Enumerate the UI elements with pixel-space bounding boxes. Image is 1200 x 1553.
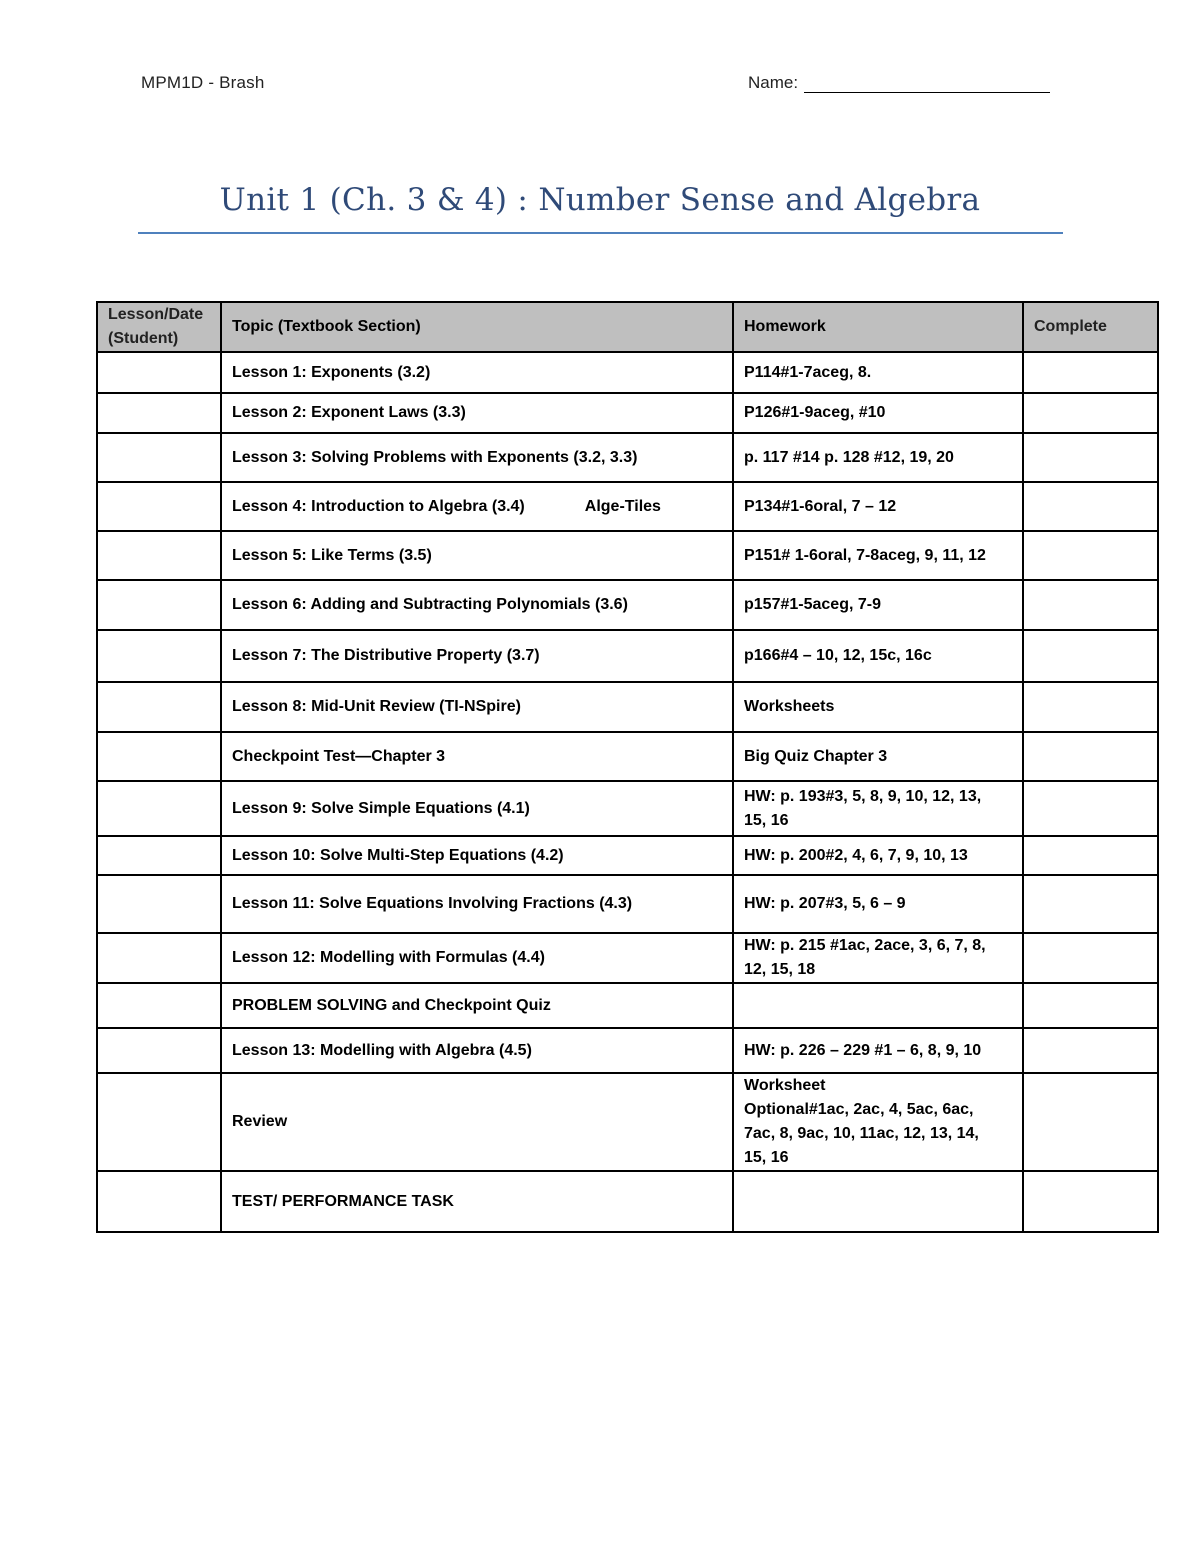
table-row bbox=[97, 1028, 1158, 1073]
homework-cell bbox=[733, 482, 1023, 531]
lesson-date-cell[interactable] bbox=[97, 732, 221, 781]
topic-text: Lesson 12: Modelling with Formulas (4.4) bbox=[232, 949, 545, 966]
table-row bbox=[97, 983, 1158, 1028]
homework-cell bbox=[733, 983, 1023, 1028]
homework-text: HW: p. 200#2, 4, 6, 7, 9, 10, 13 bbox=[744, 846, 968, 864]
complete-cell[interactable] bbox=[1023, 1171, 1158, 1232]
homework-text: HW: p. 207#3, 5, 6 – 9 bbox=[744, 895, 906, 912]
homework-text: Worksheet bbox=[744, 1077, 826, 1094]
table-row bbox=[97, 875, 1158, 933]
lesson-date-cell[interactable] bbox=[97, 1028, 221, 1073]
lesson-date-cell[interactable] bbox=[97, 682, 221, 732]
complete-cell[interactable] bbox=[1023, 433, 1158, 482]
complete-cell[interactable] bbox=[1023, 1073, 1158, 1171]
homework-cell bbox=[733, 352, 1023, 393]
complete-cell[interactable] bbox=[1023, 1028, 1158, 1073]
complete-cell[interactable] bbox=[1023, 531, 1158, 580]
homework-cell bbox=[733, 875, 1023, 933]
topic-cell bbox=[221, 781, 733, 836]
homework-text: Optional#1ac, 2ac, 4, 5ac, 6ac, bbox=[744, 1101, 974, 1118]
homework-cell bbox=[733, 682, 1023, 732]
table-row bbox=[97, 732, 1158, 781]
complete-cell[interactable] bbox=[1023, 580, 1158, 630]
homework-text: Big Quiz Chapter 3 bbox=[744, 747, 888, 765]
topic-text: Lesson 8: Mid-Unit Review (TI-NSpire) bbox=[232, 698, 521, 715]
topic-cell bbox=[221, 580, 733, 630]
name-label: Name: bbox=[748, 73, 799, 92]
complete-cell[interactable] bbox=[1023, 352, 1158, 393]
homework-cell bbox=[733, 781, 1023, 836]
topic-cell bbox=[221, 875, 733, 933]
topic-cell bbox=[221, 1028, 733, 1073]
page-title: Unit 1 (Ch. 3 & 4) : Number Sense and Algebra bbox=[219, 182, 981, 218]
table-row bbox=[97, 1073, 1158, 1171]
header-topic: Topic (Textbook Section) bbox=[221, 302, 733, 352]
complete-cell[interactable] bbox=[1023, 630, 1158, 682]
table-row bbox=[97, 482, 1158, 531]
topic-text: Lesson 4: Introduction to Algebra (3.4) bbox=[232, 497, 525, 515]
complete-cell[interactable] bbox=[1023, 983, 1158, 1028]
lesson-date-cell[interactable] bbox=[97, 630, 221, 682]
topic-text: Lesson 3: Solving Problems with Exponents (3.2, 3.3) bbox=[232, 448, 638, 466]
homework-text: HW: p. 193#3, 5, 8, 9, 10, 12, 13, bbox=[744, 787, 982, 805]
homework-cell bbox=[733, 1028, 1023, 1073]
homework-text: p157#1-5aceg, 7-9 bbox=[744, 596, 881, 613]
complete-cell[interactable] bbox=[1023, 781, 1158, 836]
complete-cell[interactable] bbox=[1023, 933, 1158, 983]
topic-text: Review bbox=[232, 1113, 288, 1130]
homework-text: P134#1-6oral, 7 – 12 bbox=[744, 497, 897, 515]
header-homework: Homework bbox=[733, 302, 1023, 352]
table-row bbox=[97, 933, 1158, 983]
table-row bbox=[97, 682, 1158, 732]
lesson-date-cell[interactable] bbox=[97, 781, 221, 836]
lesson-date-cell[interactable] bbox=[97, 531, 221, 580]
homework-cell bbox=[733, 836, 1023, 875]
homework-text: 15, 16 bbox=[744, 1149, 789, 1166]
topic-text: Lesson 5: Like Terms (3.5) bbox=[232, 546, 432, 564]
homework-cell bbox=[733, 393, 1023, 433]
lesson-date-cell[interactable] bbox=[97, 933, 221, 983]
homework-text: P114#1-7aceg, 8. bbox=[744, 363, 872, 381]
topic-text: TEST/ PERFORMANCE TASK bbox=[232, 1192, 454, 1210]
title-underline bbox=[138, 232, 1063, 234]
lesson-date-cell[interactable] bbox=[97, 393, 221, 433]
lesson-date-cell[interactable] bbox=[97, 433, 221, 482]
complete-cell[interactable] bbox=[1023, 482, 1158, 531]
topic-cell bbox=[221, 933, 733, 983]
topic-cell bbox=[221, 983, 733, 1028]
topic-cell bbox=[221, 682, 733, 732]
table-row bbox=[97, 352, 1158, 393]
topic-cell bbox=[221, 630, 733, 682]
topic-text: Lesson 6: Adding and Subtracting Polynomials (3.6) bbox=[232, 596, 628, 613]
topic-cell bbox=[221, 433, 733, 482]
homework-text: 7ac, 8, 9ac, 10, 11ac, 12, 13, 14, bbox=[744, 1125, 979, 1142]
complete-cell[interactable] bbox=[1023, 875, 1158, 933]
homework-cell bbox=[733, 1073, 1023, 1171]
homework-text: 12, 15, 18 bbox=[744, 961, 816, 978]
table-row bbox=[97, 1171, 1158, 1232]
lesson-date-cell[interactable] bbox=[97, 836, 221, 875]
lesson-date-cell[interactable] bbox=[97, 580, 221, 630]
homework-text: p. 117 #14 p. 128 #12, 19, 20 bbox=[744, 448, 954, 466]
complete-cell[interactable] bbox=[1023, 393, 1158, 433]
complete-cell[interactable] bbox=[1023, 732, 1158, 781]
lesson-date-cell[interactable] bbox=[97, 482, 221, 531]
table-header-row bbox=[97, 302, 1158, 352]
homework-text: P126#1-9aceg, #10 bbox=[744, 404, 886, 421]
table-row bbox=[97, 433, 1158, 482]
topic-text: Lesson 2: Exponent Laws (3.3) bbox=[232, 404, 466, 421]
homework-cell bbox=[733, 433, 1023, 482]
name-field bbox=[748, 73, 1050, 93]
topic-cell bbox=[221, 1073, 733, 1171]
topic-cell bbox=[221, 482, 733, 531]
lesson-date-cell[interactable] bbox=[97, 1171, 221, 1232]
table-row bbox=[97, 393, 1158, 433]
topic-cell bbox=[221, 531, 733, 580]
topic-text: Lesson 9: Solve Simple Equations (4.1) bbox=[232, 799, 530, 817]
homework-cell bbox=[733, 580, 1023, 630]
topic-cell bbox=[221, 393, 733, 433]
topic-cell bbox=[221, 836, 733, 875]
homework-text: HW: p. 226 – 229 #1 – 6, 8, 9, 10 bbox=[744, 1041, 982, 1059]
topic-cell bbox=[221, 732, 733, 781]
homework-cell bbox=[733, 732, 1023, 781]
table-row bbox=[97, 836, 1158, 875]
lesson-date-cell[interactable] bbox=[97, 983, 221, 1028]
topic-cell bbox=[221, 1171, 733, 1232]
topic-cell bbox=[221, 352, 733, 393]
homework-text: HW: p. 215 #1ac, 2ace, 3, 6, 7, 8, bbox=[744, 937, 986, 954]
topic-text: Checkpoint Test—Chapter 3 bbox=[232, 747, 446, 765]
homework-cell bbox=[733, 531, 1023, 580]
lesson-date-cell[interactable] bbox=[97, 875, 221, 933]
table-row bbox=[97, 531, 1158, 580]
topic-text: Lesson 13: Modelling with Algebra (4.5) bbox=[232, 1041, 532, 1059]
homework-text: P151# 1-6oral, 7-8aceg, 9, 11, 12 bbox=[744, 546, 986, 564]
table-row bbox=[97, 580, 1158, 630]
topic-extra-text: Alge-Tiles bbox=[584, 497, 661, 515]
lesson-date-cell[interactable] bbox=[97, 1073, 221, 1171]
homework-text: 15, 16 bbox=[744, 811, 789, 829]
complete-cell[interactable] bbox=[1023, 682, 1158, 732]
lesson-date-cell[interactable] bbox=[97, 352, 221, 393]
homework-cell bbox=[733, 630, 1023, 682]
table-row bbox=[97, 630, 1158, 682]
homework-text: p166#4 – 10, 12, 15c, 16c bbox=[744, 647, 932, 664]
topic-text: Lesson 7: The Distributive Property (3.7) bbox=[232, 647, 540, 664]
header-complete: Complete bbox=[1023, 302, 1158, 352]
topic-text: Lesson 11: Solve Equations Involving Fractions (4.3) bbox=[232, 895, 633, 912]
name-blank-line bbox=[804, 74, 1050, 93]
course-code: MPM1D - Brash bbox=[141, 73, 265, 92]
homework-cell bbox=[733, 1171, 1023, 1232]
header-lesson-date: Lesson/Date (Student) bbox=[97, 302, 221, 352]
homework-text: Worksheets bbox=[744, 698, 835, 715]
topic-text: PROBLEM SOLVING and Checkpoint Quiz bbox=[232, 996, 551, 1014]
lesson-plan-table bbox=[96, 301, 1159, 1233]
topic-text: Lesson 10: Solve Multi-Step Equations (4.2) bbox=[232, 846, 564, 864]
table-row bbox=[97, 781, 1158, 836]
complete-cell[interactable] bbox=[1023, 836, 1158, 875]
homework-cell bbox=[733, 933, 1023, 983]
topic-text: Lesson 1: Exponents (3.2) bbox=[232, 363, 431, 381]
